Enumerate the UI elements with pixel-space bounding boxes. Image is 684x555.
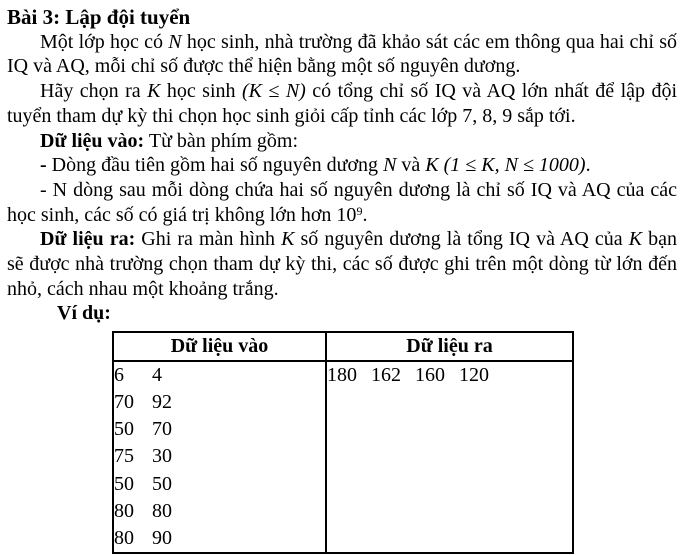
text-run: Ví dụ: [57,302,111,325]
input-value: 75 [114,445,134,468]
text-run-italic: K [147,80,161,103]
input-value: 50 [152,472,172,495]
input-value: 80 [152,499,172,522]
input-value: 4 [152,364,162,387]
paragraph-task [7,79,677,128]
dash-bullet: - [40,154,47,177]
output-value: 162 [371,364,401,387]
paragraph-input-line2 [7,178,677,227]
text-run-italic: (K ≤ N) [241,80,306,103]
output-value: 160 [415,364,445,387]
table-header-input: Dữ liệu vào [113,332,326,361]
text-run: và [396,154,426,177]
input-line [114,498,325,525]
example-label [7,301,677,326]
text-run-italic: K [281,228,295,251]
input-value: 70 [152,418,172,441]
text-run: có tổng chỉ số IQ và AQ lớn nhất để lập đội tuyển tham dự kỳ thi chọn học sinh giỏi cấp tỉnh các lớp 7, 8, 9 sắp tới. [7,80,678,127]
output-value: 120 [459,364,489,387]
table-header-output: Dữ liệu ra [326,332,573,361]
text-run: bạn sẽ được nhà trường chọn tham dự kỳ thi, các số được ghi trên một dòng từ lớn đến nhỏ, cách nhau một khoảng trắng. [7,228,677,300]
input-line [114,443,325,470]
paragraph-intro [7,30,677,79]
text-run-italic: N [168,30,182,53]
input-data-cell [113,361,326,553]
input-value: 6 [114,364,124,387]
input-line [114,389,325,416]
input-value: 92 [152,391,172,414]
input-value: 80 [114,499,134,522]
paragraph-input-label [7,129,677,154]
input-value: 50 [114,418,134,441]
table-body-row [113,361,573,553]
input-value: 70 [114,391,134,414]
text-run-italic: K [628,228,643,251]
text-run: . [585,154,591,177]
input-value: 30 [152,445,172,468]
text-run: số nguyên dương là tổng IQ và AQ của [294,228,629,251]
input-section-label: Dữ liệu vào: [40,129,145,152]
text-run: Một lớp học có [40,30,169,53]
text-run: Hãy chọn ra [40,80,148,103]
text-run-italic: N [383,154,397,177]
text-run: Dòng đầu tiên gồm hai số nguyên dương [46,154,384,177]
example-table [112,331,574,554]
input-line [114,525,325,552]
output-data-cell [326,361,573,553]
text-run: học sinh, nhà trường đã khảo sát các em thông qua hai chỉ số IQ và AQ, mỗi chỉ số được thể hiện bằng một số nguyên dương. [7,30,677,78]
input-value: 90 [152,526,172,549]
text-run: . [362,203,368,226]
output-line [327,362,572,389]
paragraph-output [7,227,677,301]
text-run-italic: K (1 ≤ K, N ≤ 1000) [425,154,586,177]
text-run: - N dòng sau mỗi dòng chứa hai số nguyên dương là chỉ số IQ và AQ của các học sinh, các số có giá trị không lớn hơn 10 [7,178,677,226]
superscript-exponent: 9 [356,203,363,218]
input-line [114,471,325,498]
input-line [114,416,325,443]
text-run: Từ bàn phím gồm: [144,129,299,152]
text-run: Ghi ra màn hình [135,228,282,251]
text-run: học sinh [160,80,242,103]
input-line [114,362,325,389]
output-value: 180 [327,364,357,387]
problem-title: Bài 3: Lập đội tuyển [7,5,191,29]
output-section-label: Dữ liệu ra: [40,228,136,251]
paragraph-input-line1 [7,153,677,178]
table-header-row [113,332,573,361]
input-value: 50 [114,472,134,495]
input-value: 80 [114,526,134,549]
